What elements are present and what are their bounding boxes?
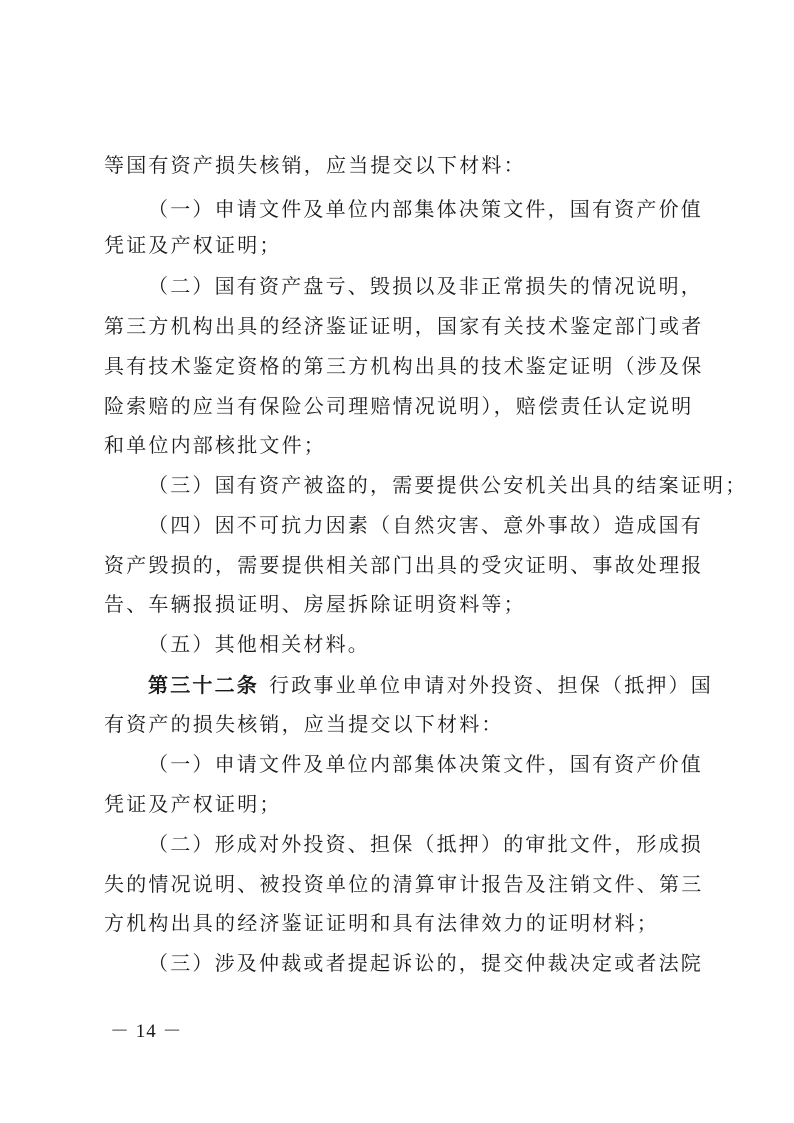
text-line: 告、车辆报损证明、房屋拆除证明资料等；: [104, 592, 526, 616]
text-line: （一）申请文件及单位内部集体决策文件，国有资产价值: [148, 752, 703, 776]
text-line: 方机构出具的经济鉴证证明和具有法律效力的证明材料；: [104, 911, 659, 935]
text-line: （二）形成对外投资、担保（抵押）的审批文件，形成损: [148, 832, 703, 856]
article-heading-line: [148, 671, 713, 699]
article-text: 行政事业单位申请对外投资、担保（抵押）国: [269, 673, 713, 697]
text-line: 失的情况说明、被投资单位的清算审计报告及注销文件、第三: [104, 872, 704, 896]
text-line: 第三方机构出具的经济鉴证证明，国家有关技术鉴定部门或者: [104, 314, 704, 338]
text-line: （三）涉及仲裁或者提起诉讼的，提交仲裁决定或者法院: [148, 951, 703, 975]
text-line: 资产毁损的，需要提供相关部门出具的受灾证明、事故处理报: [104, 553, 704, 577]
text-line: （五）其他相关材料。: [148, 632, 370, 656]
page-number: － 14 －: [110, 1021, 183, 1042]
text-line: （二）国有资产盘亏、毁损以及非正常损失的情况说明，: [148, 274, 703, 298]
text-line: （三）国有资产被盗的，需要提供公安机关出具的结案证明；: [148, 473, 748, 497]
text-line: 凭证及产权证明；: [104, 792, 282, 816]
article-number: 第三十二条: [148, 673, 259, 697]
text-line: （一）申请文件及单位内部集体决策文件，国有资产价值: [148, 197, 703, 221]
text-line: 和单位内部核批文件；: [104, 433, 326, 457]
text-line: （四）因不可抗力因素（自然灾害、意外事故）造成国有: [148, 513, 703, 537]
text-line: 有资产的损失核销，应当提交以下材料：: [104, 712, 504, 736]
text-line: 具有技术鉴定资格的第三方机构出具的技术鉴定证明（涉及保: [104, 354, 704, 378]
text-line: 等国有资产损失核销，应当提交以下材料：: [104, 153, 526, 177]
text-line: 凭证及产权证明；: [104, 233, 282, 257]
text-line: 险索赔的应当有保险公司理赔情况说明），赔偿责任认定说明: [104, 394, 694, 418]
